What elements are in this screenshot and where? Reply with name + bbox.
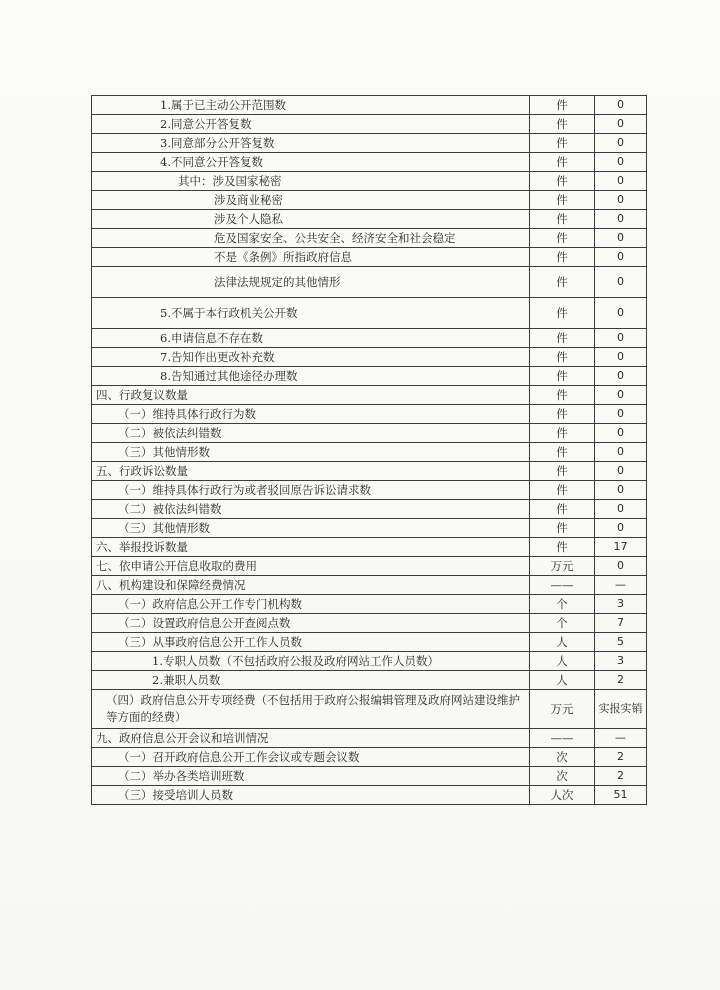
row-unit: 个: [530, 614, 595, 633]
row-unit: 件: [530, 519, 595, 538]
table-row: [92, 329, 647, 348]
table-row: [92, 538, 647, 557]
row-value: 7: [595, 614, 647, 633]
row-item: 六、举报投诉数量: [92, 538, 530, 557]
table-row: [92, 367, 647, 386]
row-unit: 件: [530, 267, 595, 298]
row-unit: 万元: [530, 557, 595, 576]
row-item: 其中：涉及国家秘密: [92, 172, 530, 191]
row-value: 0: [595, 329, 647, 348]
table-row: [92, 576, 647, 595]
row-unit: 件: [530, 96, 595, 115]
row-item: 1.属于已主动公开范围数: [92, 96, 530, 115]
table-row: [92, 614, 647, 633]
row-item: （二）举办各类培训班数: [92, 767, 530, 786]
row-unit: 件: [530, 348, 595, 367]
table-row: [92, 786, 647, 805]
row-value: —: [595, 576, 647, 595]
statistics-table: [91, 95, 647, 805]
row-value: 17: [595, 538, 647, 557]
row-value: 51: [595, 786, 647, 805]
row-value: 0: [595, 153, 647, 172]
row-unit: 个: [530, 595, 595, 614]
row-unit: 件: [530, 298, 595, 329]
row-value: 0: [595, 424, 647, 443]
row-value: 0: [595, 443, 647, 462]
row-value: 0: [595, 405, 647, 424]
row-unit: 次: [530, 767, 595, 786]
row-unit: ——: [530, 729, 595, 748]
row-unit: 件: [530, 405, 595, 424]
row-value: 0: [595, 462, 647, 481]
row-item: 不是《条例》所指政府信息: [92, 248, 530, 267]
row-item: （一）维持具体行政行为数: [92, 405, 530, 424]
row-value: 0: [595, 298, 647, 329]
row-value: 0: [595, 96, 647, 115]
row-item: （四）政府信息公开专项经费（不包括用于政府公报编辑管理及政府网站建设维护等方面的经费）: [92, 690, 530, 729]
row-unit: 件: [530, 248, 595, 267]
row-unit: 人: [530, 671, 595, 690]
table-row: [92, 729, 647, 748]
row-item: 6.申请信息不存在数: [92, 329, 530, 348]
row-unit: ——: [530, 576, 595, 595]
row-unit: 万元: [530, 690, 595, 729]
row-item: 八、机构建设和保障经费情况: [92, 576, 530, 595]
table-row: [92, 210, 647, 229]
row-unit: 件: [530, 153, 595, 172]
row-unit: 人: [530, 652, 595, 671]
row-value: 2: [595, 748, 647, 767]
table-row: [92, 748, 647, 767]
row-item: （二）被依法纠错数: [92, 500, 530, 519]
row-item: 5.不属于本行政机关公开数: [92, 298, 530, 329]
row-value: 0: [595, 115, 647, 134]
row-unit: 件: [530, 500, 595, 519]
row-value: 3: [595, 595, 647, 614]
row-value: 0: [595, 191, 647, 210]
table-row: [92, 248, 647, 267]
row-value: 0: [595, 248, 647, 267]
row-value: 0: [595, 172, 647, 191]
row-item: 五、行政诉讼数量: [92, 462, 530, 481]
table-row: [92, 443, 647, 462]
row-unit: 件: [530, 538, 595, 557]
table-row: [92, 595, 647, 614]
row-value: 0: [595, 500, 647, 519]
row-value: 0: [595, 557, 647, 576]
row-item: 7.告知作出更改补充数: [92, 348, 530, 367]
table-row: [92, 767, 647, 786]
table-row: [92, 267, 647, 298]
row-unit: 件: [530, 424, 595, 443]
row-item: 危及国家安全、公共安全、经济安全和社会稳定: [92, 229, 530, 248]
row-unit: 件: [530, 386, 595, 405]
row-value: 实报实销: [595, 690, 647, 729]
row-unit: 件: [530, 329, 595, 348]
table-row: [92, 690, 647, 729]
row-value: 0: [595, 229, 647, 248]
row-item: （一）维持具体行政行为或者驳回原告诉讼请求数: [92, 481, 530, 500]
row-value: 0: [595, 367, 647, 386]
row-value: 3: [595, 652, 647, 671]
table-row: [92, 172, 647, 191]
row-item: 8.告知通过其他途径办理数: [92, 367, 530, 386]
table-row: [92, 424, 647, 443]
row-unit: 人: [530, 633, 595, 652]
table-row: [92, 96, 647, 115]
row-value: 5: [595, 633, 647, 652]
row-unit: 件: [530, 229, 595, 248]
row-value: 0: [595, 210, 647, 229]
row-unit: 人次: [530, 786, 595, 805]
row-unit: 件: [530, 443, 595, 462]
row-item: 2.兼职人员数: [92, 671, 530, 690]
table-row: [92, 633, 647, 652]
table-row: [92, 386, 647, 405]
table-row: [92, 671, 647, 690]
row-item: 九、政府信息公开会议和培训情况: [92, 729, 530, 748]
row-value: —: [595, 729, 647, 748]
table-row: [92, 229, 647, 248]
row-unit: 件: [530, 367, 595, 386]
row-value: 0: [595, 267, 647, 298]
row-item: 涉及商业秘密: [92, 191, 530, 210]
table-row: [92, 191, 647, 210]
table-row: [92, 153, 647, 172]
row-unit: 件: [530, 481, 595, 500]
table-row: [92, 519, 647, 538]
row-item: （一）召开政府信息公开工作会议或专题会议数: [92, 748, 530, 767]
row-item: 1.专职人员数（不包括政府公报及政府网站工作人员数）: [92, 652, 530, 671]
table-row: [92, 298, 647, 329]
row-value: 0: [595, 386, 647, 405]
row-item: 七、依申请公开信息收取的费用: [92, 557, 530, 576]
table-row: [92, 134, 647, 153]
row-unit: 件: [530, 172, 595, 191]
row-item: （二）被依法纠错数: [92, 424, 530, 443]
row-value: 0: [595, 481, 647, 500]
table-row: [92, 557, 647, 576]
row-item: （三）接受培训人员数: [92, 786, 530, 805]
row-value: 2: [595, 767, 647, 786]
table-row: [92, 481, 647, 500]
row-unit: 件: [530, 191, 595, 210]
row-item: 4.不同意公开答复数: [92, 153, 530, 172]
table-row: [92, 348, 647, 367]
table-row: [92, 500, 647, 519]
row-item: 涉及个人隐私: [92, 210, 530, 229]
row-unit: 次: [530, 748, 595, 767]
row-value: 2: [595, 671, 647, 690]
row-item: 四、行政复议数量: [92, 386, 530, 405]
row-item: （一）政府信息公开工作专门机构数: [92, 595, 530, 614]
row-item: 法律法规规定的其他情形: [92, 267, 530, 298]
row-unit: 件: [530, 115, 595, 134]
row-item: （三）从事政府信息公开工作人员数: [92, 633, 530, 652]
row-item: （二）设置政府信息公开查阅点数: [92, 614, 530, 633]
row-value: 0: [595, 348, 647, 367]
row-item: （三）其他情形数: [92, 443, 530, 462]
row-item: 2.同意公开答复数: [92, 115, 530, 134]
row-unit: 件: [530, 462, 595, 481]
table-row: [92, 405, 647, 424]
table-row: [92, 652, 647, 671]
table-row: [92, 462, 647, 481]
row-value: 0: [595, 134, 647, 153]
row-item: （三）其他情形数: [92, 519, 530, 538]
row-value: 0: [595, 519, 647, 538]
table-row: [92, 115, 647, 134]
row-item: 3.同意部分公开答复数: [92, 134, 530, 153]
row-unit: 件: [530, 134, 595, 153]
row-unit: 件: [530, 210, 595, 229]
